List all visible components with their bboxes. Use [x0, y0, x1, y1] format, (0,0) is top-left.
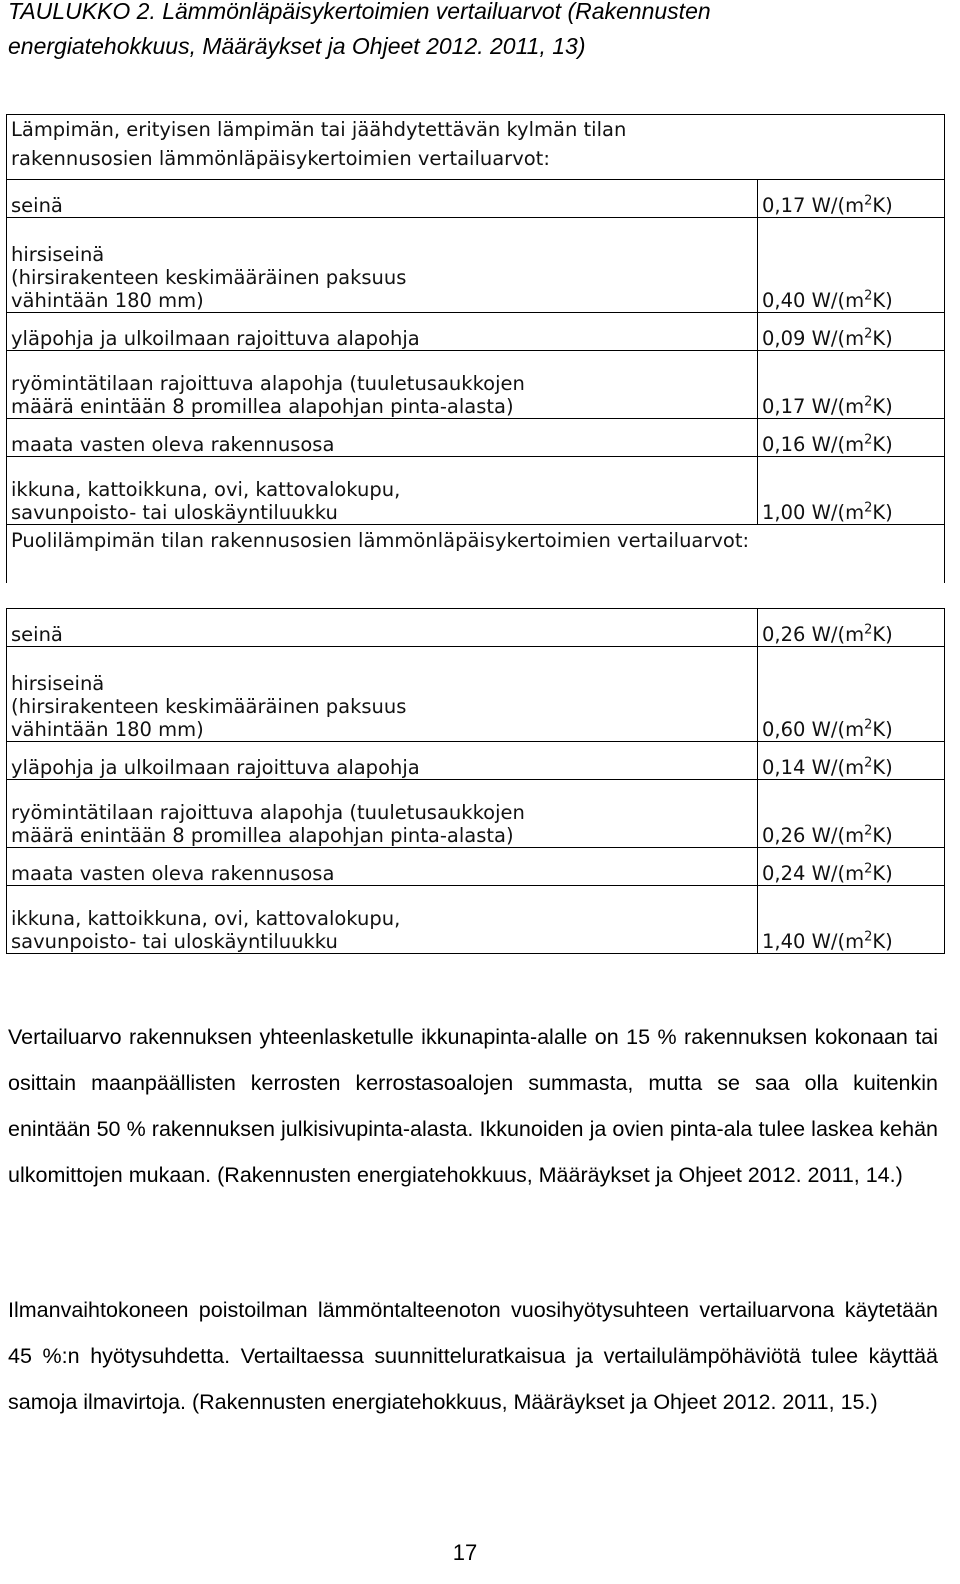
table-row — [7, 351, 945, 419]
row-label: seinä — [7, 180, 758, 218]
table1-outro: Puolilämpimän tilan rakennusosien lämmönläpäisykertoimien vertailuarvot: — [7, 525, 945, 583]
row-label: ikkuna, kattoikkuna, ovi, kattovalokupu, savunpoisto- tai uloskäyntiluukku — [7, 457, 758, 525]
row-value: 0,40 $W/(m^2K)$ — [758, 218, 945, 313]
table-row — [7, 419, 945, 457]
caption-line-1: TAULUKKO 2. Lämmönläpäisykertoimien vertailuarvot (Rakennusten — [8, 0, 711, 24]
table-row — [7, 886, 945, 954]
row-value: 0,60 $W/(m^2K)$ — [758, 647, 945, 742]
table-row — [7, 848, 945, 886]
table-caption — [8, 0, 908, 64]
row-label: seinä — [7, 609, 758, 647]
row-label: maata vasten oleva rakennusosa — [7, 848, 758, 886]
row-label: hirsiseinä (hirsirakenteen keskimääräinen paksuus vähintään 180 mm) — [7, 647, 758, 742]
row-label: ryömintätilaan rajoittuva alapohja (tuuletusaukkojen määrä enintään 8 promillea alapohjan pinta-alasta) — [7, 780, 758, 848]
row-value: 0,14 $W/(m^2K)$ — [758, 742, 945, 780]
row-value: 0,26 $W/(m^2K)$ — [758, 780, 945, 848]
table-warm-spaces — [6, 114, 945, 583]
paragraph-heat-recovery: Ilmanvaihtokoneen poistoilman lämmöntalteenoton vuosihyötysuhteen vertailuarvona käytetään 45 %:n hyötysuhdetta. Vertailtaessa suunnitteluratkaisua ja vertailulämpöhäviötä tulee käyttää samoja ilmavirtoja. (Rakennusten energiatehokkuus, Määräykset ja Ohjeet 2012. 2011, 15.) — [8, 1298, 938, 1414]
table-row — [7, 218, 945, 313]
table-row — [7, 609, 945, 647]
row-value: 0,17 $W/(m^2K)$ — [758, 180, 945, 218]
table-row — [7, 742, 945, 780]
row-label: maata vasten oleva rakennusosa — [7, 419, 758, 457]
table-row — [7, 313, 945, 351]
table-row — [7, 457, 945, 525]
row-label: ikkuna, kattoikkuna, ovi, kattovalokupu, savunpoisto- tai uloskäyntiluukku — [7, 886, 758, 954]
page-number: 17 — [452, 1540, 478, 1565]
row-label: yläpohja ja ulkoilmaan rajoittuva alapohja — [7, 742, 758, 780]
table-row — [7, 647, 945, 742]
paragraph-window-area: Vertailuarvo rakennuksen yhteenlasketulle ikkunapinta-alalle on 15 % rakennuksen kokonaan tai osittain maanpäällisten kerrosten kerrostasoalojen summasta, mutta se saa olla kuitenkin enintään 50 % rakennuksen julkisivupinta-alasta. Ikkunoiden ja ovien pinta-ala tulee laskea kehän ulkomittojen mukaan. (Rakennusten energiatehokkuus, Määräykset ja Ohjeet 2012. 2011, 14.) — [8, 1025, 938, 1187]
row-value: 0,24 $W/(m^2K)$ — [758, 848, 945, 886]
table-row — [7, 180, 945, 218]
row-value: 0,17 $W/(m^2K)$ — [758, 351, 945, 419]
row-value: 0,09 $W/(m^2K)$ — [758, 313, 945, 351]
row-label: ryömintätilaan rajoittuva alapohja (tuuletusaukkojen määrä enintään 8 promillea alapohjan pinta-alasta) — [7, 351, 758, 419]
table1-intro: Lämpimän, erityisen lämpimän tai jäähdytettävän kylmän tilan rakennusosien lämmönläpäisykertoimien vertailuarvot: — [7, 115, 945, 180]
caption-line-2: energiatehokkuus, Määräykset ja Ohjeet 2012. 2011, 13) — [8, 33, 586, 59]
row-value: 0,16 $W/(m^2K)$ — [758, 419, 945, 457]
table-row — [7, 780, 945, 848]
row-value: 1,40 $W/(m^2K)$ — [758, 886, 945, 954]
row-label: yläpohja ja ulkoilmaan rajoittuva alapohja — [7, 313, 758, 351]
row-value: 1,00 $W/(m^2K)$ — [758, 457, 945, 525]
row-label: hirsiseinä (hirsirakenteen keskimääräinen paksuus vähintään 180 mm) — [7, 218, 758, 313]
table-semi-warm-spaces — [6, 608, 945, 954]
row-value: 0,26 $W/(m^2K)$ — [758, 609, 945, 647]
